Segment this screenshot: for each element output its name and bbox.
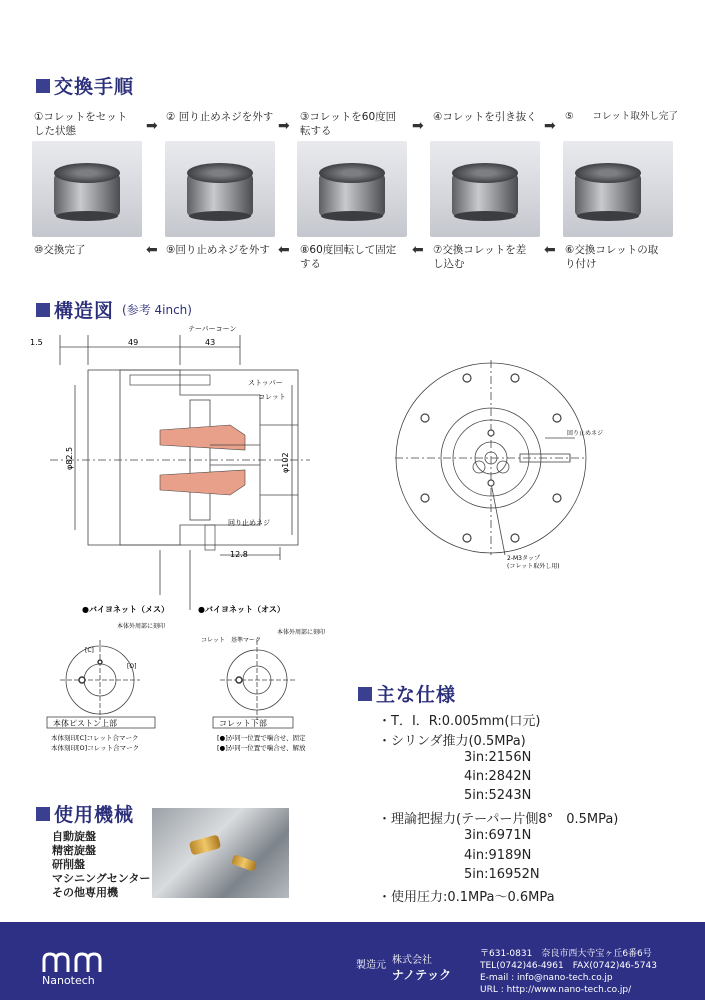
- procedure-title-text: 交換手順: [54, 76, 135, 98]
- spec-thrust-3in: 3in:2156N: [464, 750, 532, 765]
- logo-text: Nanotech: [42, 974, 95, 987]
- footer-bar: [0, 922, 705, 1000]
- piston-title: 本体ピストン上部: [53, 719, 117, 728]
- label-tap-note: (コレット取外し用): [507, 563, 560, 570]
- spec-tir: ・T．I．R:0.005mm(口元): [378, 714, 541, 729]
- machine-item: 研削盤: [52, 858, 85, 871]
- dim-phi-82-5: φ82.5: [65, 446, 74, 470]
- spec-cylinder-thrust: ・シリンダ推力(0.5MPa): [378, 734, 526, 749]
- front-view-drawing: [395, 355, 695, 580]
- nanotech-mark-icon: [42, 952, 112, 974]
- section-procedure-title: [36, 72, 134, 99]
- step-4-label: ④コレットを引き抜く: [433, 111, 537, 123]
- section-specs-title: [358, 680, 456, 707]
- piston-line-2: 本体刻印[O]コレット合マーク: [51, 744, 140, 752]
- spec-thrust-5in: 5in:5243N: [464, 788, 532, 803]
- dim-phi-102: φ102: [281, 452, 290, 473]
- url-link[interactable]: URL : http://www.nano-tech.co.jp/: [480, 985, 632, 995]
- label-body-mark-male: 本体外周部に刻印: [277, 629, 326, 636]
- title-square-icon: [358, 687, 372, 701]
- collet-bottom-title: コレット下部: [219, 719, 267, 728]
- machine-item: 自動旋盤: [52, 830, 96, 843]
- spec-thrust-4in: 4in:2842N: [464, 769, 532, 784]
- title-square-icon: [36, 79, 50, 93]
- dim-43: 43: [205, 338, 216, 347]
- company-prefix: 株式会社: [392, 955, 432, 966]
- dim-49: 49: [128, 338, 139, 347]
- machine-photo: [152, 808, 289, 898]
- bayonet-detail-drawing: [45, 620, 345, 760]
- photo-step-5: [563, 141, 673, 237]
- arrow-left-icon: ⬅: [544, 242, 556, 258]
- title-square-icon: [36, 303, 50, 317]
- label-m3-tap: 2-M3タップ: [507, 555, 540, 562]
- piston-line-1: 本体刻印[C]コレット合マーク: [51, 734, 139, 742]
- label-bayonet-female: ●バイヨネット（メス）: [82, 605, 169, 614]
- section-structure-title: [36, 296, 192, 323]
- arrow-right-icon: ➡: [412, 118, 424, 134]
- label-anti-rotation-screw: 回り止めネジ: [228, 519, 270, 527]
- spec-grip-5in: 5in:16952N: [464, 867, 540, 882]
- title-square-icon: [36, 807, 50, 821]
- company-name: ナノテック: [392, 968, 452, 982]
- email-link[interactable]: E-mail : info@nano-tech.co.jp: [480, 973, 613, 983]
- tel-fax: TEL(0742)46-4961 FAX(0742)46-5743: [480, 961, 657, 971]
- machine-list: [52, 830, 150, 900]
- photo-step-1: [32, 141, 142, 237]
- section-machines-title: [36, 800, 134, 827]
- label-taper-cone: テーパーコーン: [188, 325, 237, 333]
- photo-step-2: [165, 141, 275, 237]
- step-7-label: ⑦交換コレットを差 し込む: [433, 244, 537, 270]
- specs-title-text: 主な仕様: [376, 684, 457, 706]
- spec-grip-3in: 3in:6971N: [464, 828, 532, 843]
- structure-title-text: 構造図: [54, 300, 115, 322]
- spec-pressure: ・使用圧力:0.1MPa～0.6MPa: [378, 890, 555, 905]
- step-2-label: ② 回り止めネジを外す: [166, 111, 274, 123]
- cross-section-drawing: [30, 325, 370, 615]
- arrow-right-icon: ➡: [544, 118, 556, 134]
- dim-12-8: 12.8: [230, 550, 248, 559]
- spec-grip-force: ・理論把握力(テーパー片側8° 0.5MPa): [378, 812, 619, 827]
- step-10-label: ⑩交換完了: [34, 244, 86, 256]
- machine-item: 精密旋盤: [52, 844, 96, 857]
- step-3-label: ③コレットを60度回 転する: [300, 111, 407, 137]
- postal-address: 〒631-0831 奈良市西大寺宝ヶ丘6番6号: [480, 949, 652, 959]
- address-block: [480, 948, 657, 996]
- step-1-label: ①コレットをセット した状態: [34, 111, 138, 137]
- arrow-right-icon: ➡: [146, 118, 158, 134]
- collet-line-2: [●]が同一位置で噛合せ、解放: [217, 744, 306, 752]
- label-anti-rotation-screw-front: 回り止めネジ: [567, 430, 604, 437]
- step-5-label: ⑤ コレット取外し完了: [565, 111, 678, 122]
- step-9-label: ⑨回り止めネジを外す: [166, 244, 270, 256]
- spec-grip-4in: 4in:9189N: [464, 848, 532, 863]
- arrow-left-icon: ⬅: [278, 242, 290, 258]
- label-collet: コレット: [258, 393, 286, 401]
- arrow-right-icon: ➡: [278, 118, 290, 134]
- step-6-label: ⑥交換コレットの取 り付け: [565, 244, 669, 270]
- collet-line-1: [●]が同一位置で噛合せ、固定: [217, 734, 306, 742]
- company-block: [392, 954, 451, 982]
- label-collet-mark: コレット 基準マーク: [201, 637, 261, 644]
- mark-c: [C]: [85, 647, 94, 654]
- label-body-mark-female: 本体外周部に刻印: [117, 623, 166, 630]
- dim-1-5: 1.5: [30, 338, 43, 347]
- label-stopper: ストッパー: [248, 379, 283, 387]
- arrow-left-icon: ⬅: [412, 242, 424, 258]
- maker-label: 製造元: [356, 960, 386, 971]
- machine-item: マシニングセンター: [52, 872, 151, 885]
- mark-o: [O]: [127, 663, 137, 670]
- photo-step-3: [297, 141, 407, 237]
- structure-subtitle: (参考 4inch): [122, 303, 192, 317]
- arrow-left-icon: ⬅: [146, 242, 158, 258]
- machine-item: その他専用機: [52, 886, 118, 899]
- label-bayonet-male: ●バイヨネット（オス）: [198, 605, 285, 614]
- photo-step-4: [430, 141, 540, 237]
- step-8-label: ⑧60度回転して固定 する: [300, 244, 407, 270]
- machines-title-text: 使用機械: [54, 804, 135, 826]
- nanotech-logo: [42, 952, 112, 987]
